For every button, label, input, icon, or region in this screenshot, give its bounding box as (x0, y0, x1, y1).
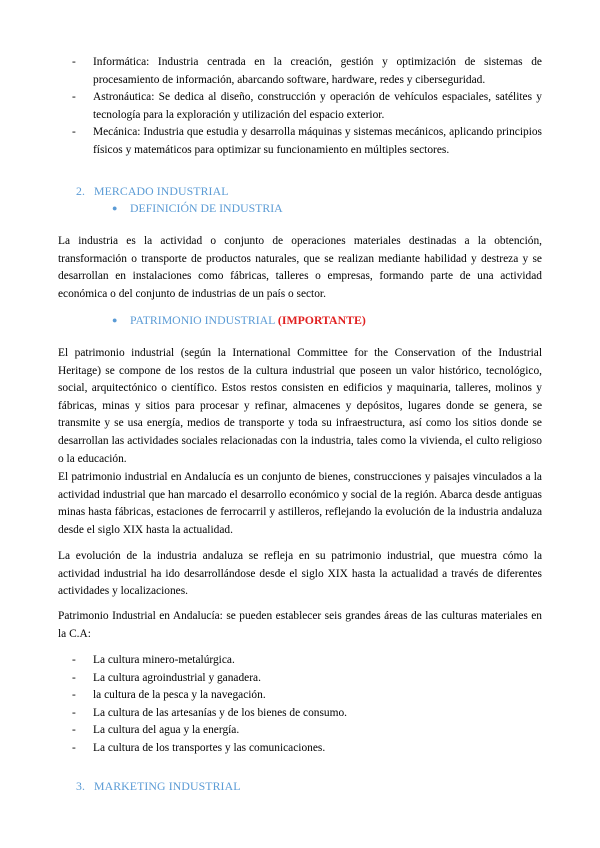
list-item: - La cultura de las artesanías y de los bienes de consumo. (72, 706, 347, 719)
bullet-icon: ● (112, 203, 118, 213)
section-heading-marketing: 3. MARKETING INDUSTRIAL (76, 779, 241, 793)
paragraph-patrimonio-1: El patrimonio industrial (según la International Committee for the Conservation of the Industrial Heritage) se compone de los restos de la cultura industrial que poseen un valor histórico, tecnológico, social, arquitectónico o científico. Estos restos consisten en edificios y maquinaria, talleres, molinos y fábricas, minas y sitios para procesar y refinar, almacenes y depósitos, lugares donde se genera, se transmite y se usa energía, medios de transporte y toda su infraestructura, así como los sitios donde se desarrollan las actividades sociales relacionadas con la industria, tales como la vivienda, el culto religioso o la educación. (58, 347, 542, 465)
paragraph-patrimonio-2: El patrimonio industrial en Andalucía es un conjunto de bienes, construcciones y paisajes vinculados a la actividad industrial que han marcado el desarrollo económico y social de la región. Abarca desde antiguas minas hasta fábricas, estaciones de ferrocarril y astilleros, reflejando la evolución de la industria andaluza desde el siglo XIX hasta la actualidad. (58, 471, 542, 536)
industry-types-list (58, 54, 542, 160)
list-item: - La cultura minero-metalúrgica. (72, 654, 235, 666)
important-tag: (IMPORTANTE) (277, 313, 366, 327)
bullet-icon: ● (112, 315, 118, 325)
list-item: - Astronáutica: Se dedica al diseño, construcción y operación de vehículos espaciales, satélites y tecnología para la exploración y utilización del espacio exterior. (72, 91, 542, 121)
subheading-definicion: ● DEFINICIÓN DE INDUSTRIA (112, 200, 283, 218)
list-item: - La cultura del agua y la energía. (72, 724, 240, 737)
paragraph-definicion: La industria es la actividad o conjunto de operaciones materiales destinadas a la obtención, transformación o transporte de productos naturales, que se realizan mediante habilidad y destreza y se desarrollan en instalaciones como fábricas, talleres o empresas, formando parte de una actividad económica o del conjunto de industrias de un país o sector. (58, 235, 542, 300)
list-item: - la cultura de la pesca y la navegación. (72, 689, 266, 702)
list-item: - La cultura de los transportes y las comunicaciones. (72, 741, 326, 754)
list-item: - Mecánica: Industria que estudia y desarrolla máquinas y sistemas mecánicos, aplicando principios físicos y matemáticos para optimizar su funcionamiento en múltiples sectores. (72, 126, 542, 156)
list-item: - Informática: Industria centrada en la creación, gestión y optimización de sistemas de procesamiento de información, abarcando software, hardware, redes y ciberseguridad. (72, 56, 542, 86)
paragraph-patrimonio-3: La evolución de la industria andaluza se refleja en su patrimonio industrial, que muestra cómo la actividad industrial ha ido desarrollándose desde el siglo XIX hasta la actualidad a través de diferentes actividades y localizaciones. (58, 550, 542, 598)
subheading-patrimonio: ● PATRIMONIO INDUSTRIAL (IMPORTANTE) (112, 312, 366, 330)
section-heading-mercado: 2. MERCADO INDUSTRIAL (76, 184, 229, 198)
list-item: - La cultura agroindustrial y ganadera. (72, 671, 261, 684)
paragraph-patrimonio-4: Patrimonio Industrial en Andalucía: se pueden establecer seis grandes áreas de las culturas materiales en la C.A: (58, 610, 542, 640)
culturas-list (58, 652, 542, 758)
